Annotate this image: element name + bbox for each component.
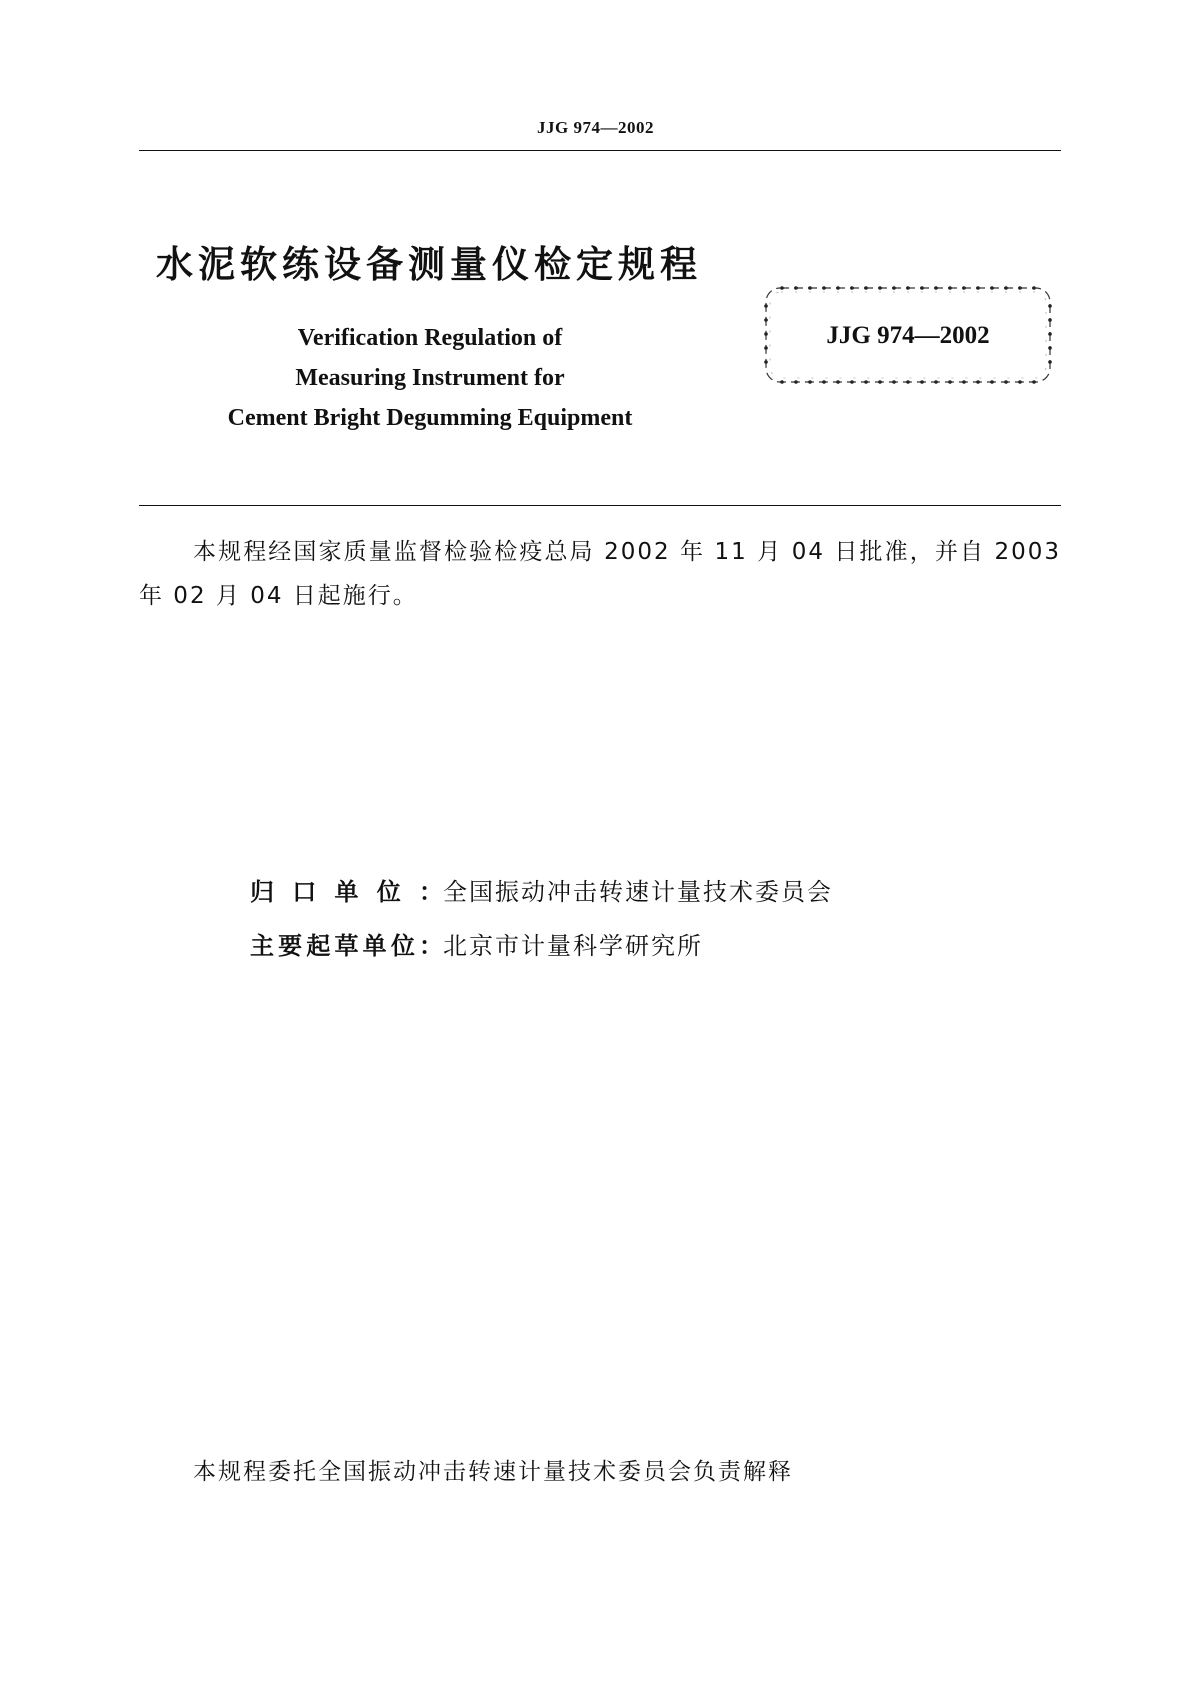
frame-dot: [836, 286, 840, 290]
frame-dot: [1018, 380, 1022, 384]
frame-dot: [892, 286, 896, 290]
frame-dot: [1004, 380, 1008, 384]
frame-dot: [990, 380, 994, 384]
frame-dot: [990, 286, 994, 290]
frame-dot: [962, 286, 966, 290]
title-english-line: Measuring Instrument for: [295, 365, 565, 391]
frame-dot: [878, 380, 882, 384]
frame-dot: [794, 380, 798, 384]
frame-dot: [1032, 286, 1036, 290]
drafting-unit-value: 北京市计量科学研究所: [443, 932, 703, 960]
frame-dot: [920, 380, 924, 384]
frame-dot: [822, 380, 826, 384]
frame-dot: [878, 286, 882, 290]
frame-dot: [864, 380, 868, 384]
title-english-line: Cement Bright Degumming Equipment: [227, 405, 633, 431]
title-chinese: 水泥软练设备测量仪检定规程: [156, 243, 702, 286]
frame-dot: [850, 380, 854, 384]
frame-dot: [892, 380, 896, 384]
standard-code: JJG 974—2002: [826, 322, 990, 349]
approval-statement: 本规程经国家质量监督检验检疫总局 2002 年 11 月 04 日批准，并自 2003 年 02 月 04 日起施行。: [139, 539, 1061, 609]
frame-dot: [864, 286, 868, 290]
frame-dot: [1032, 380, 1036, 384]
frame-dot: [808, 380, 812, 384]
title-rule: [139, 505, 1061, 506]
drafting-unit-label: 主要起草单位：: [250, 932, 443, 960]
frame-dot: [976, 380, 980, 384]
frame-dot: [1048, 360, 1052, 364]
frame-dot: [962, 380, 966, 384]
frame-dot: [850, 286, 854, 290]
frame-dot: [934, 286, 938, 290]
standard-code-box: [762, 284, 1054, 386]
frame-dot: [836, 380, 840, 384]
frame-dot: [906, 286, 910, 290]
frame-dot: [948, 286, 952, 290]
frame-dot: [780, 286, 784, 290]
frame-dot: [780, 380, 784, 384]
frame-dot: [976, 286, 980, 290]
frame-dot: [822, 286, 826, 290]
frame-dot: [920, 286, 924, 290]
frame-dot: [1048, 304, 1052, 308]
responsible-unit-label: 归口单位：: [250, 878, 443, 906]
frame-dot: [764, 360, 768, 364]
header-rule: [139, 150, 1061, 151]
frame-dot: [808, 286, 812, 290]
frame-dot: [794, 286, 798, 290]
title-english: [170, 318, 690, 438]
frame-dot: [906, 380, 910, 384]
frame-dot: [1004, 286, 1008, 290]
responsible-unit-row: [250, 872, 833, 907]
interpretation-note: 本规程委托全国振动冲击转速计量技术委员会负责解释: [193, 1459, 793, 1485]
drafting-unit-row: [250, 926, 703, 961]
frame-dot: [764, 304, 768, 308]
responsible-unit-value: 全国振动冲击转速计量技术委员会: [443, 878, 833, 906]
frame-dot: [948, 380, 952, 384]
frame-dot: [934, 380, 938, 384]
title-english-line: Verification Regulation of: [297, 325, 563, 351]
frame-dot: [1018, 286, 1022, 290]
header-standard-code: JJG 974—2002: [537, 118, 654, 137]
